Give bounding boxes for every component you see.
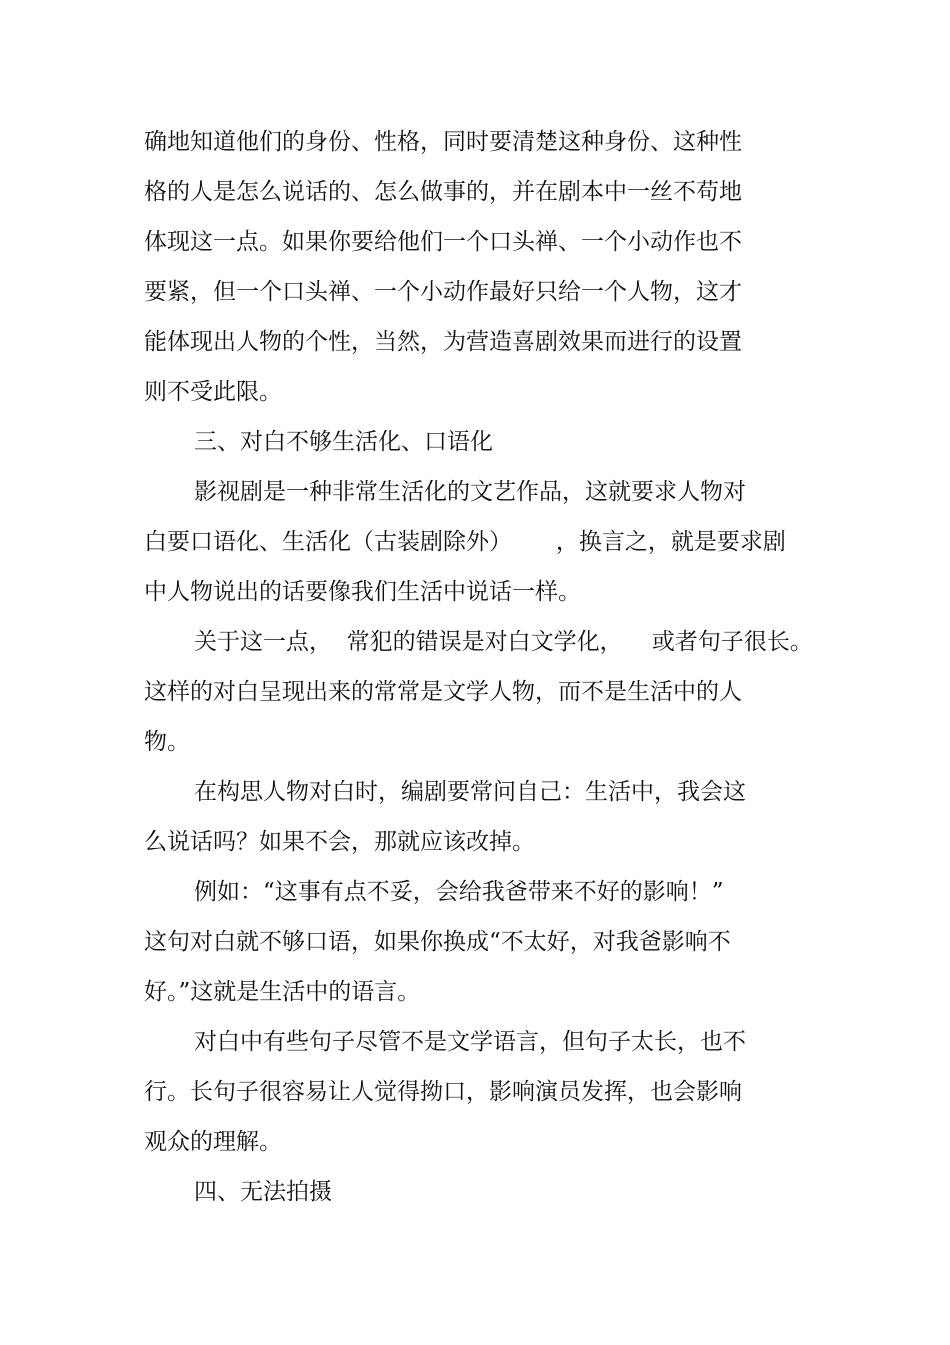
paragraph-line: 确地知道他们的身份、性格，同时要清楚这种身份、这种性 — [144, 129, 742, 155]
paragraph-line: 中人物说出的话要像我们生活中说话一样。 — [144, 579, 581, 605]
paragraph-line: 则不受此限。 — [144, 379, 282, 405]
paragraph-line: 物。 — [144, 729, 190, 755]
paragraph-line: 在构思人物对白时，编剧要常问自己：生活中，我会这 — [194, 779, 746, 805]
paragraph-line: 这样的对白呈现出来的常常是文学人物，而不是生活中的人 — [144, 679, 742, 705]
paragraph-line: 好。”这就是生活中的语言。 — [144, 979, 421, 1005]
section-heading-4: 四、无法拍摄 — [194, 1179, 332, 1205]
paragraph-line: 影视剧是一种非常生活化的文艺作品，这就要求人物对 — [194, 479, 746, 505]
paragraph-line: 白要口语化、生活化（古装剧除外） ，换言之，就是要求剧 — [144, 529, 786, 555]
paragraph-line: 格的人是怎么说话的、怎么做事的，并在剧本中一丝不苟地 — [144, 179, 742, 205]
section-heading-3: 三、对白不够生活化、口语化 — [194, 429, 493, 455]
paragraph-line: 么说话吗？如果不会，那就应该改掉。 — [144, 829, 535, 855]
paragraph-line: 关于这一点， 常犯的错误是对白文学化， 或者句子很长。 — [194, 629, 813, 655]
paragraph-line: 要紧，但一个口头禅、一个小动作最好只给一个人物，这才 — [144, 279, 742, 305]
paragraph-line: 能体现出人物的个性，当然，为营造喜剧效果而进行的设置 — [144, 329, 742, 355]
paragraph-line: 行。长句子很容易让人觉得拗口，影响演员发挥，也会影响 — [144, 1079, 742, 1105]
paragraph-line: 观众的理解。 — [144, 1129, 282, 1155]
paragraph-line: 这句对白就不够口语，如果你换成“不太好，对我爸影响不 — [144, 929, 731, 955]
paragraph-line: 对白中有些句子尽管不是文学语言，但句子太长，也不 — [194, 1029, 746, 1055]
paragraph-line: 体现这一点。如果你要给他们一个口头禅、一个小动作也不 — [144, 229, 742, 255]
paragraph-line: 例如：“这事有点不妥，会给我爸带来不好的影响！” — [194, 879, 724, 905]
